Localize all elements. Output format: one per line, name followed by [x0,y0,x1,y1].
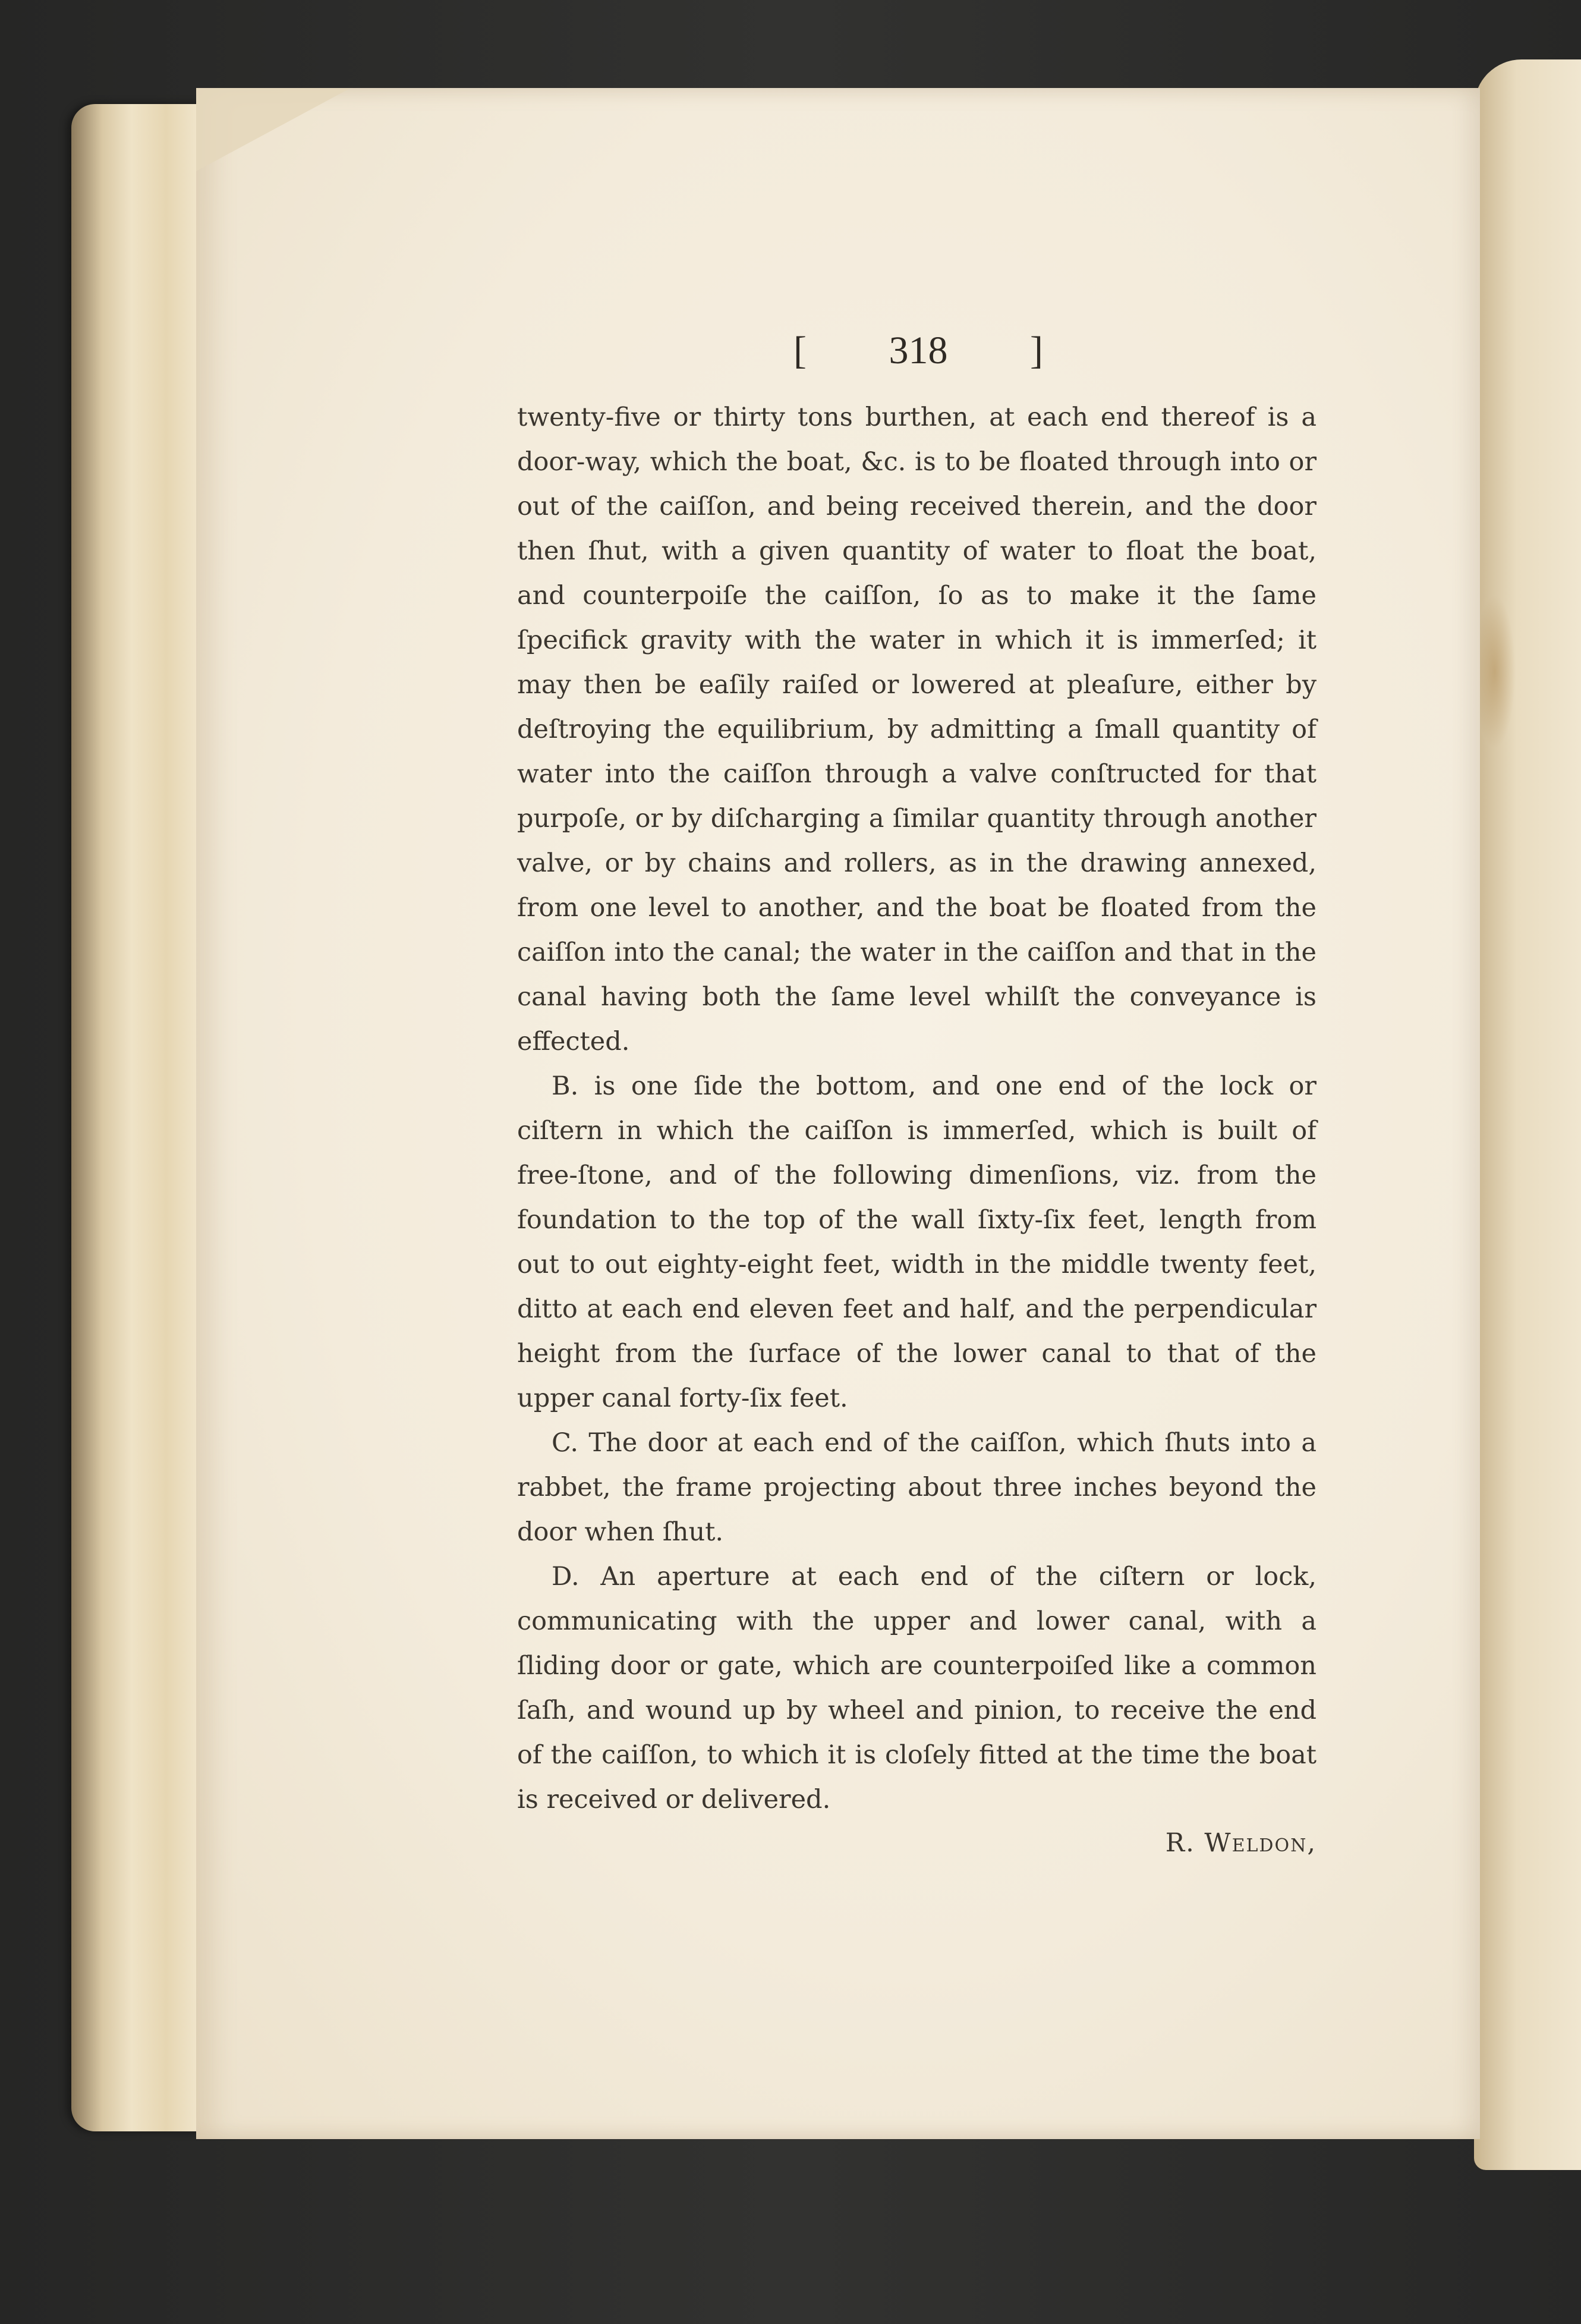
page-header [793,318,1043,383]
body-text [517,395,1317,1822]
page-number: 318 [889,329,948,372]
folded-corner [196,88,351,171]
paragraph-1: twenty-five or thirty tons burthen, at each end thereof is a door-way, which the boat, &c. is to be floated through into or out of the caiſſon, and being received therein, and the door then ſhut, with a given quantity of water to float the boat, and counterpoiſe the caiſſon, ſo as to make it the ſame ſpecifick gravity with the water in which it is immerſed; it may then be eaſily raiſed or lowered at pleaſure, either by deſtroying the equilibrium, by admitting a ſmall quantity of water into the caiſſon through a valve conſtructed for that purpoſe, or by diſcharging a ſimilar quantity through another valve, or by chains and rollers, as in the drawing annexed, from one level to another, and the boat be floated from the caiſſon into the canal; the water in the caiſſon and that in the canal having both the ſame level whilſt the conveyance is effected. [517,402,1317,1056]
signature: R. Weldon, [1165,1828,1317,1858]
bracket-close: ] [1030,329,1043,372]
foxing-stain [1474,595,1516,749]
paragraph-b: B. is one ſide the bottom, and one end of the lock or ciſtern in which the caiſſon is immerſed, which is built of free-ſtone, and of the following dimenſions, viz. from the foundation to the top of the wall ſixty-ſix feet, length from out to out eighty-eight feet, width in the middle twenty feet, ditto at each end eleven feet and half, and the perpendicular height from the ſurface of the lower canal to that of the upper canal forty-ſix feet. [517,1071,1317,1413]
bracket-open: [ [793,329,807,372]
paragraph-d: D. An aperture at each end of the ciſtern or lock, communicating with the upper and lower canal, with a ſliding door or gate, which are counterpoiſed like a common ſaſh, and wound up by wheel and pinion, to receive the end of the caiſſon, to which it is cloſely fitted at the time the boat is received or delivered. [517,1562,1317,1814]
facing-page-edge [1474,59,1581,2170]
paragraph-c: C. The door at each end of the caiſſon, which ſhuts into a rabbet, the frame projecting about three inches beyond the door when ſhut. [517,1428,1317,1547]
